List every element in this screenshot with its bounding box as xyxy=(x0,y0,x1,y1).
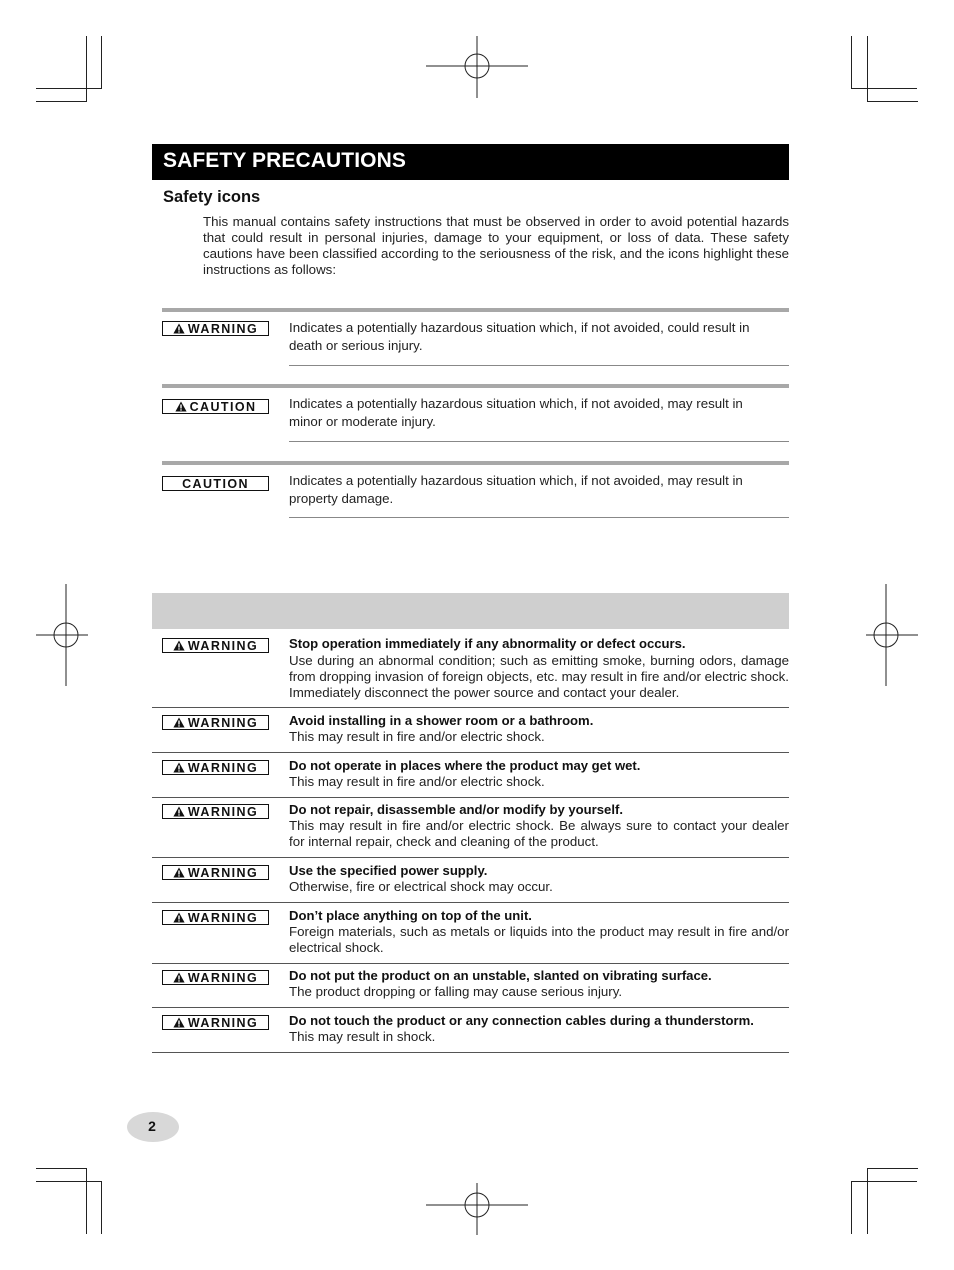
warning-badge: WARNING xyxy=(162,865,269,880)
warning-body: This may result in fire and/or electric shock. xyxy=(289,729,545,744)
warning-triangle-icon xyxy=(173,912,185,923)
crop-mark xyxy=(867,101,918,102)
crop-mark xyxy=(36,88,102,89)
caution-badge: CAUTION xyxy=(162,476,269,491)
crop-mark xyxy=(36,1181,102,1182)
warning-body: This may result in fire and/or electric shock. Be always sure to contact your dealer for internal repair, check and cleaning of the product. xyxy=(289,818,789,850)
crop-mark xyxy=(867,36,868,102)
warning-badge: WARNING xyxy=(162,715,269,730)
legend-description: Indicates a potentially hazardous situation which, if not avoided, may result in property damage. xyxy=(289,473,743,506)
warning-triangle-icon xyxy=(173,762,185,773)
divider xyxy=(162,461,789,465)
warning-badge: WARNING xyxy=(162,804,269,819)
warning-triangle-icon xyxy=(175,401,187,412)
crop-mark xyxy=(867,1168,868,1234)
warning-body: The product dropping or falling may cause serious injury. xyxy=(289,984,623,999)
warning-badge: WARNING xyxy=(162,321,269,336)
section-title-bar xyxy=(152,144,789,180)
warning-triangle-icon xyxy=(173,806,185,817)
crop-mark xyxy=(101,36,102,89)
warning-body: Foreign materials, such as metals or liquids into the product may result in fire and/or electrical shock. xyxy=(289,924,789,956)
divider xyxy=(152,963,789,964)
warning-title: Stop operation immediately if any abnormality or defect occurs. xyxy=(289,636,686,651)
intro-paragraph: This manual contains safety instructions that must be observed in order to avoid potential hazards that could result in personal injuries, damage to your equipment, or loss of data. These safety cautions have been classified according to the seriousness of the risk, and the icons highlight these instructions as follows: xyxy=(203,214,789,277)
crop-mark xyxy=(36,1168,87,1169)
divider xyxy=(162,384,789,388)
warning-body: Otherwise, fire or electrical shock may occur. xyxy=(289,879,553,894)
warning-badge: WARNING xyxy=(162,1015,269,1030)
warning-triangle-icon xyxy=(173,717,185,728)
warning-body: This may result in fire and/or electric shock. xyxy=(289,774,545,789)
caution-badge: CAUTION xyxy=(162,399,269,414)
warning-badge: WARNING xyxy=(162,760,269,775)
divider xyxy=(289,441,789,442)
legend-description: Indicates a potentially hazardous situation which, if not avoided, could result in death or serious injury. xyxy=(289,320,750,353)
crop-mark xyxy=(851,1181,917,1182)
crop-mark xyxy=(851,36,852,89)
registration-mark-icon xyxy=(426,36,528,98)
warning-title: Do not touch the product or any connection cables during a thunderstorm. xyxy=(289,1013,754,1028)
crop-mark xyxy=(867,1168,918,1169)
warning-badge: WARNING xyxy=(162,638,269,653)
divider xyxy=(152,707,789,708)
warning-triangle-icon xyxy=(173,323,185,334)
divider xyxy=(289,517,789,518)
warning-title: Do not operate in places where the product may get wet. xyxy=(289,758,641,773)
divider xyxy=(152,1052,789,1053)
page-number-badge xyxy=(127,1112,179,1142)
legend-description: Indicates a potentially hazardous situation which, if not avoided, may result in minor or moderate injury. xyxy=(289,396,743,429)
warning-title: Don’t place anything on top of the unit. xyxy=(289,908,532,923)
divider xyxy=(152,797,789,798)
warning-triangle-icon xyxy=(173,640,185,651)
warning-badge: WARNING xyxy=(162,970,269,985)
divider xyxy=(162,308,789,312)
divider xyxy=(152,857,789,858)
divider xyxy=(152,1007,789,1008)
warning-triangle-icon xyxy=(173,867,185,878)
crop-mark xyxy=(851,1181,852,1234)
crop-mark xyxy=(101,1181,102,1234)
crop-mark xyxy=(36,101,87,102)
page-title: SAFETY PRECAUTIONS xyxy=(163,149,406,172)
warning-title: Do not repair, disassemble and/or modify by yourself. xyxy=(289,802,623,817)
divider xyxy=(289,365,789,366)
warning-body: Use during an abnormal condition; such as emitting smoke, burning odors, damage from dropping invasion of foreign objects, etc. may result in fire and/or electric shock. Immediately disconnect the power source and contact your dealer. xyxy=(289,653,789,701)
warning-title: Use the specified power supply. xyxy=(289,863,488,878)
warning-triangle-icon xyxy=(173,1017,185,1028)
subheading: Safety icons xyxy=(163,188,261,206)
crop-mark xyxy=(86,36,87,102)
crop-mark xyxy=(851,88,917,89)
warning-title: Do not put the product on an unstable, slanted on vibrating surface. xyxy=(289,968,712,983)
registration-mark-icon xyxy=(866,584,918,686)
registration-mark-icon xyxy=(426,1183,528,1235)
warning-title: Avoid installing in a shower room or a bathroom. xyxy=(289,713,594,728)
page-number: 2 xyxy=(148,1118,156,1134)
divider xyxy=(152,752,789,753)
warning-body: This may result in shock. xyxy=(289,1029,436,1044)
warning-triangle-icon xyxy=(173,972,185,983)
crop-mark xyxy=(86,1168,87,1234)
divider xyxy=(152,902,789,903)
section-header-band xyxy=(152,593,789,629)
registration-mark-icon xyxy=(36,584,88,686)
warning-badge: WARNING xyxy=(162,910,269,925)
